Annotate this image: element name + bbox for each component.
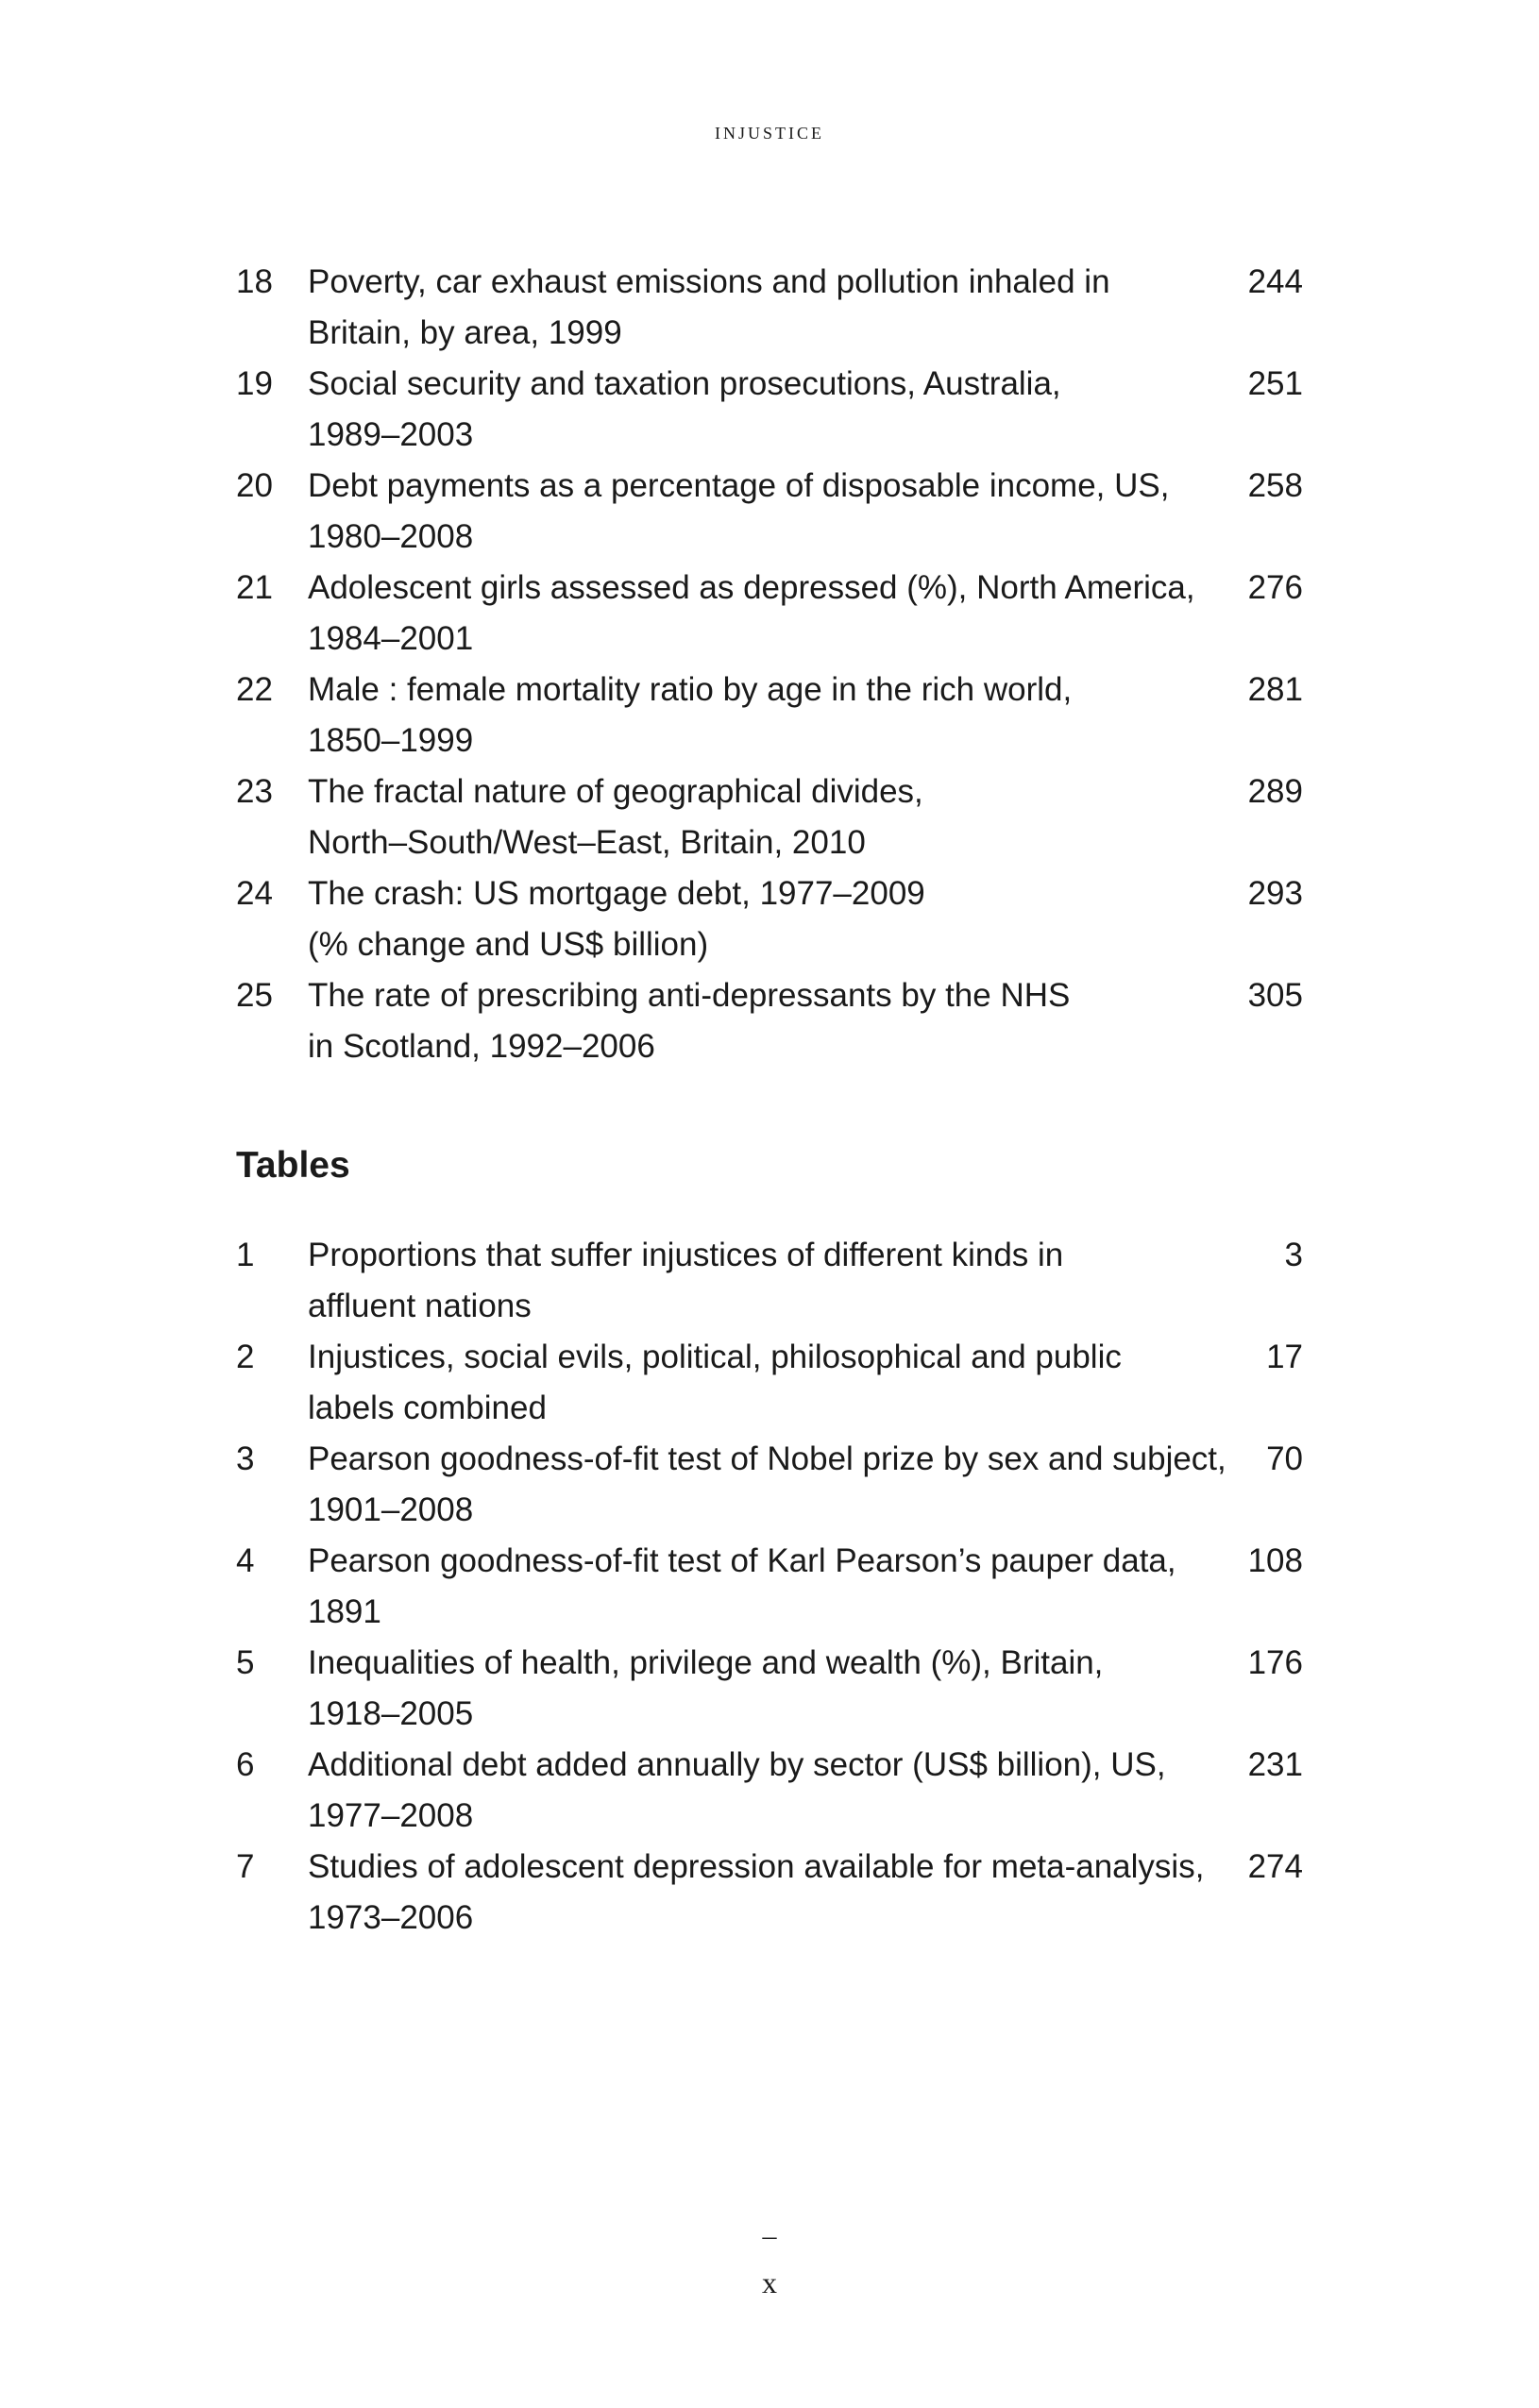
entry-page: 17 xyxy=(1266,1339,1303,1375)
entry-number: 3 xyxy=(236,1440,255,1477)
entry-number: 22 xyxy=(236,671,273,708)
entry-title-line: 1891 xyxy=(308,1593,381,1630)
list-item xyxy=(236,1536,1303,1638)
entry-number: 5 xyxy=(236,1644,255,1681)
entry-page: 70 xyxy=(1266,1440,1303,1477)
list-item xyxy=(236,1842,1303,1944)
entry-number: 4 xyxy=(236,1542,255,1579)
entry-number: 23 xyxy=(236,773,273,810)
list-item xyxy=(236,359,1303,461)
list-item xyxy=(236,1332,1303,1434)
running-head-text: injustice xyxy=(715,117,824,144)
entry-page: 244 xyxy=(1247,263,1303,300)
entry-number: 24 xyxy=(236,875,273,912)
entry-number: 20 xyxy=(236,467,273,504)
entry-number: 21 xyxy=(236,569,273,606)
running-head xyxy=(0,117,1539,145)
entry-page: 305 xyxy=(1247,977,1303,1014)
entry-title-line: Debt payments as a percentage of disposable income, US, xyxy=(308,467,1170,504)
entry-page: 258 xyxy=(1247,467,1303,504)
list-item xyxy=(236,1740,1303,1842)
entry-page: 108 xyxy=(1247,1542,1303,1579)
list-item xyxy=(236,1434,1303,1536)
entry-title-line: Pearson goodness-of-fit test of Nobel prize by sex and subject, xyxy=(308,1440,1226,1477)
entry-page: 3 xyxy=(1284,1237,1303,1273)
entry-title-line: 1980–2008 xyxy=(308,518,474,555)
entry-title-line: 1850–1999 xyxy=(308,722,474,759)
entry-title-line: The fractal nature of geographical divides, xyxy=(308,773,923,810)
entry-title-line: North–South/West–East, Britain, 2010 xyxy=(308,824,866,861)
list-item xyxy=(236,257,1303,359)
entry-title-line: Studies of adolescent depression available for meta-analysis, xyxy=(308,1848,1205,1885)
entry-page: 289 xyxy=(1247,773,1303,810)
entry-title-line: Britain, by area, 1999 xyxy=(308,314,622,351)
entry-title-line: 1918–2005 xyxy=(308,1695,474,1732)
entry-number: 18 xyxy=(236,263,273,300)
list-item xyxy=(236,1230,1303,1332)
folio-dash: – xyxy=(762,2220,777,2251)
entry-title-line: Male : female mortality ratio by age in the rich world, xyxy=(308,671,1073,708)
entry-title-line: Adolescent girls assessed as depressed (%), North America, xyxy=(308,569,1195,606)
tables-heading: Tables xyxy=(236,1145,350,1186)
entry-number: 2 xyxy=(236,1339,255,1375)
entry-number: 7 xyxy=(236,1848,255,1885)
entry-number: 19 xyxy=(236,365,273,402)
tables-list xyxy=(236,1230,1303,1944)
entry-page: 276 xyxy=(1247,569,1303,606)
figures-list xyxy=(236,257,1303,1072)
entry-page: 281 xyxy=(1247,671,1303,708)
entry-page: 274 xyxy=(1247,1848,1303,1885)
entry-title-line: (% change and US$ billion) xyxy=(308,926,709,963)
entry-number: 1 xyxy=(236,1237,255,1273)
entry-title-line: The crash: US mortgage debt, 1977–2009 xyxy=(308,875,925,912)
entry-page: 293 xyxy=(1247,875,1303,912)
entry-title-line: 1973–2006 xyxy=(308,1899,474,1936)
entry-page: 231 xyxy=(1247,1746,1303,1783)
list-item xyxy=(236,461,1303,563)
page-number: x xyxy=(762,2265,777,2299)
entry-title-line: Pearson goodness-of-fit test of Karl Pearson’s pauper data, xyxy=(308,1542,1176,1579)
entry-number: 6 xyxy=(236,1746,255,1783)
entry-title-line: Inequalities of health, privilege and wealth (%), Britain, xyxy=(308,1644,1104,1681)
entry-title-line: Proportions that suffer injustices of different kinds in xyxy=(308,1237,1064,1273)
list-item xyxy=(236,766,1303,868)
entry-number: 25 xyxy=(236,977,273,1014)
entry-title-line: 1977–2008 xyxy=(308,1797,474,1834)
entry-title-line: 1901–2008 xyxy=(308,1491,474,1528)
entry-page: 251 xyxy=(1247,365,1303,402)
entry-title-line: labels combined xyxy=(308,1389,547,1426)
entry-title-line: Additional debt added annually by sector (US$ billion), US, xyxy=(308,1746,1166,1783)
entry-title-line: affluent nations xyxy=(308,1288,532,1324)
list-item xyxy=(236,665,1303,766)
entry-title-line: 1989–2003 xyxy=(308,416,474,453)
entry-title-line: Social security and taxation prosecutions, Australia, xyxy=(308,365,1061,402)
list-item xyxy=(236,970,1303,1072)
entry-title-line: Poverty, car exhaust emissions and pollution inhaled in xyxy=(308,263,1110,300)
entry-title-line: 1984–2001 xyxy=(308,620,474,657)
entry-title-line: Injustices, social evils, political, philosophical and public xyxy=(308,1339,1122,1375)
list-item xyxy=(236,1638,1303,1740)
list-item xyxy=(236,868,1303,970)
entry-title-line: The rate of prescribing anti-depressants by the NHS xyxy=(308,977,1071,1014)
entry-title-line: in Scotland, 1992–2006 xyxy=(308,1028,655,1065)
entry-page: 176 xyxy=(1247,1644,1303,1681)
list-item xyxy=(236,563,1303,665)
